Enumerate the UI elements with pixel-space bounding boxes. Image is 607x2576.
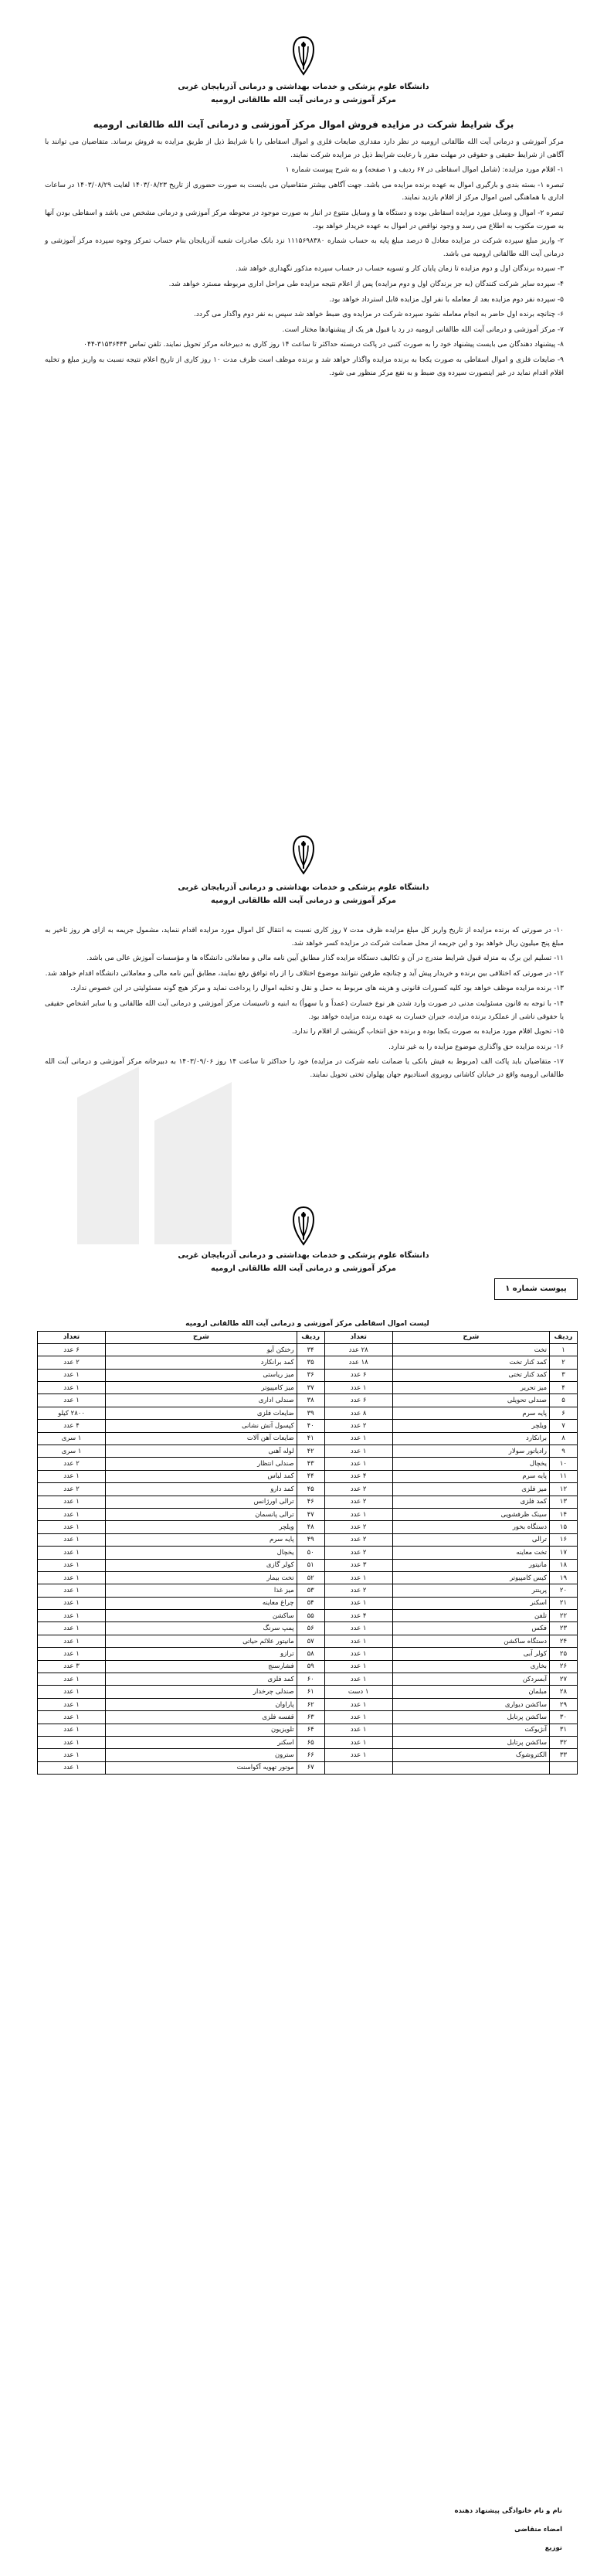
table-row	[38, 1394, 578, 1407]
condition-item: ۱۵- تحویل اقلام مورد مزایده به صورت یکجا بوده و برنده حق انتخاب گزینشی از اقلام را ندارد.	[292, 1028, 564, 1036]
row-number: ۱۴	[550, 1508, 578, 1520]
item-description: مانیتور	[392, 1559, 549, 1571]
table-row	[38, 1686, 578, 1698]
row-number: ۲	[550, 1356, 578, 1369]
table-row	[38, 1597, 578, 1609]
row-number: ۵۷	[297, 1635, 324, 1647]
item-quantity: ۲۸۰۰ کیلو	[38, 1407, 106, 1419]
condition-item: ۴- سپرده سایر شرکت کنندگان (به جز برندگان اول و دوم مزایده) پس از اعلام نتیجه مزایده طی مراحل اداری مربوطه مسترد خواهد شد.	[168, 280, 564, 288]
item-description: پرینتر	[392, 1584, 549, 1597]
university-name: دانشگاه علوم پزشکی و خدمات بهداشتی و درمانی آذربایجان غربی	[178, 883, 429, 892]
item-quantity: ۸ عدد	[324, 1407, 392, 1419]
item-description: ساکشن دیواری	[392, 1698, 549, 1710]
item-description	[392, 1761, 549, 1774]
row-number: ۴۶	[297, 1496, 324, 1508]
row-number: ۳۵	[297, 1356, 324, 1369]
item-description: ویلچر	[392, 1420, 549, 1432]
item-description: اسکنر	[106, 1737, 297, 1749]
condition-item: ۱۶- برنده مزایده حق واگذاری موضوع مزایده را به غیر ندارد.	[388, 1043, 564, 1051]
item-quantity: ۱ سری	[38, 1445, 106, 1458]
item-quantity: ۶ عدد	[324, 1394, 392, 1407]
appendix-label: پیوست شماره ۱	[494, 1278, 578, 1300]
item-quantity: ۱ عدد	[38, 1508, 106, 1520]
row-number: ۲۶	[550, 1660, 578, 1673]
item-description: ترازو	[106, 1648, 297, 1660]
item-quantity: ۱ عدد	[38, 1559, 106, 1571]
item-description: کمد کنار تختی	[392, 1369, 549, 1381]
item-quantity: ۲ عدد	[324, 1521, 392, 1533]
item-description: ترالی پانسمان	[106, 1508, 297, 1520]
row-number: ۲۹	[550, 1698, 578, 1710]
table-row	[38, 1547, 578, 1559]
item-quantity: ۱ عدد	[38, 1635, 106, 1647]
row-number: ۱۰	[550, 1458, 578, 1470]
item-quantity: ۱ عدد	[38, 1394, 106, 1407]
row-number: ۳۷	[297, 1382, 324, 1394]
row-number: ۵۳	[297, 1584, 324, 1597]
item-description: کمد لباس	[106, 1470, 297, 1482]
table-row	[38, 1521, 578, 1533]
item-quantity: ۲ عدد	[324, 1496, 392, 1508]
item-quantity: ۲ عدد	[324, 1420, 392, 1432]
item-quantity: ۲ عدد	[324, 1584, 392, 1597]
item-description: رختکن آیو	[106, 1343, 297, 1356]
item-quantity: ۱ عدد	[324, 1508, 392, 1520]
table-row	[38, 1432, 578, 1445]
item-description: پاراوان	[106, 1698, 297, 1710]
row-number: ۱۵	[550, 1521, 578, 1533]
item-quantity: ۱ عدد	[324, 1648, 392, 1660]
item-quantity: ۱ عدد	[324, 1660, 392, 1673]
item-description: ترالی	[392, 1533, 549, 1546]
item-description: کیس کامپیوتر	[392, 1571, 549, 1584]
item-description: ترالی اورژانس	[106, 1496, 297, 1508]
item-quantity: ۱ عدد	[38, 1533, 106, 1546]
table-row	[38, 1610, 578, 1622]
row-number: ۵۸	[297, 1648, 324, 1660]
item-description: میز کامپیوتر	[106, 1382, 297, 1394]
row-number: ۶۱	[297, 1686, 324, 1698]
row-number: ۵۵	[297, 1610, 324, 1622]
row-number: ۱۳	[550, 1496, 578, 1508]
table-row	[38, 1559, 578, 1571]
row-number: ۸	[550, 1432, 578, 1445]
item-description: سترون	[106, 1749, 297, 1761]
row-number: ۱	[550, 1343, 578, 1356]
university-emblem-logo	[290, 1206, 317, 1246]
row-number: ۳۳	[550, 1749, 578, 1761]
item-quantity: ۲ عدد	[324, 1547, 392, 1559]
row-number: ۲۲	[550, 1610, 578, 1622]
item-description: رادیاتور سولار	[392, 1445, 549, 1458]
item-quantity: ۱ عدد	[38, 1470, 106, 1482]
item-description: فکس	[392, 1622, 549, 1635]
item-description: ویلچر	[106, 1521, 297, 1533]
item-description: برانکارد	[392, 1432, 549, 1445]
item-quantity: ۱ عدد	[38, 1737, 106, 1749]
item-description: کمد برانکارد	[106, 1356, 297, 1369]
row-number: ۶۷	[297, 1761, 324, 1774]
row-number: ۳۹	[297, 1407, 324, 1419]
row-number: ۴۳	[297, 1458, 324, 1470]
row-number: ۴۲	[297, 1445, 324, 1458]
row-number: ۶۵	[297, 1737, 324, 1749]
table-row	[38, 1622, 578, 1635]
row-number: ۶۲	[297, 1698, 324, 1710]
row-number: ۷	[550, 1420, 578, 1432]
item-quantity: ۲ عدد	[324, 1483, 392, 1496]
item-quantity: ۱ عدد	[38, 1571, 106, 1584]
table-row	[38, 1698, 578, 1710]
item-quantity: ۳ عدد	[324, 1559, 392, 1571]
item-description: کپسول آتش نشانی	[106, 1420, 297, 1432]
item-description: میز ریاستی	[106, 1369, 297, 1381]
item-quantity: ۱ عدد	[324, 1673, 392, 1686]
row-number: ۴۱	[297, 1432, 324, 1445]
row-number: ۳۸	[297, 1394, 324, 1407]
table-row	[38, 1584, 578, 1597]
item-quantity: ۱ عدد	[38, 1521, 106, 1533]
row-number: ۴۰	[297, 1420, 324, 1432]
item-quantity: ۱ سری	[38, 1432, 106, 1445]
item-quantity: ۱ عدد	[324, 1597, 392, 1609]
col-header-qty: تعداد	[324, 1331, 392, 1343]
row-number: ۱۶	[550, 1533, 578, 1546]
row-number: ۲۳	[550, 1622, 578, 1635]
row-number: ۲۵	[550, 1648, 578, 1660]
condition-item: ۱۱- تسلیم این برگ به منزله قبول شرایط مندرج در آن و تکالیف دستگاه مزایده گذار مطابق آیین نامه مالی و معاملاتی دانشگاه ها و مؤسسات آموزش عالی می باشد.	[86, 955, 564, 963]
item-quantity: ۱۸ عدد	[324, 1356, 392, 1369]
table-row	[38, 1470, 578, 1482]
row-number: ۳۱	[550, 1724, 578, 1736]
center-name: مرکز آموزشی و درمانی آیت الله طالقانی ارومیه	[211, 96, 396, 104]
item-quantity	[324, 1761, 392, 1774]
item-description: کولر آبی	[392, 1648, 549, 1660]
item-quantity: ۳ عدد	[38, 1660, 106, 1673]
condition-item: ۹- ضایعات فلزی و اموال اسقاطی به صورت یکجا به برنده مزایده واگذار خواهد شد و برنده موظف است ظرف مدت ۱۰ روز کاری از تاریخ اعلام نتیجه نسبت به واریز مبلغ و تخلیه اقلام اقدام نماید در غیر اینصورت سپرده وی ضبط و به نفع مرکز منظور می شود.	[45, 356, 564, 377]
center-name: مرکز آموزشی و درمانی آیت الله طالقانی ارومیه	[211, 1264, 396, 1273]
row-number: ۴	[550, 1382, 578, 1394]
item-description: میز تحریر	[392, 1382, 549, 1394]
item-description: سینک ظرفشویی	[392, 1508, 549, 1520]
item-description: صندلی انتظار	[106, 1458, 297, 1470]
row-number: ۳۰	[550, 1711, 578, 1724]
item-description: کمد کنار تخت	[392, 1356, 549, 1369]
condition-item: ۳- سپرده برندگان اول و دوم مزایده تا زمان پایان کار و تسویه حساب در حساب سپرده مذکور نگهداری خواهد شد.	[236, 265, 564, 274]
table-row	[38, 1382, 578, 1394]
item-description: تخت بیمار	[106, 1571, 297, 1584]
signature-name-label: نام و نام خانوادگی پیشنهاد دهنده	[454, 2507, 562, 2515]
item-description: صندلی تحویلی	[392, 1394, 549, 1407]
item-quantity: ۱ دست	[324, 1686, 392, 1698]
item-description: مانیتور علائم حیاتی	[106, 1635, 297, 1647]
table-row	[38, 1356, 578, 1369]
col-header-row: ردیف	[550, 1331, 578, 1343]
item-quantity: ۶ عدد	[38, 1343, 106, 1356]
condition-item: ۱- اقلام مورد مزایده: (شامل اموال اسقاطی در ۶۷ ردیف و ۱ صفحه) و به شرح پیوست شماره ۱	[285, 166, 564, 175]
item-description: تلفن	[392, 1610, 549, 1622]
item-description: ضایعات آهن آلات	[106, 1432, 297, 1445]
item-quantity: ۱ عدد	[324, 1622, 392, 1635]
row-number: ۳۴	[297, 1343, 324, 1356]
table-row	[38, 1407, 578, 1419]
item-quantity: ۱ عدد	[38, 1496, 106, 1508]
row-number: ۳۲	[550, 1737, 578, 1749]
item-quantity: ۱ عدد	[38, 1597, 106, 1609]
item-description: موتور تهویه آکواسنت	[106, 1761, 297, 1774]
item-description: آبسردکن	[392, 1673, 549, 1686]
table-row	[38, 1458, 578, 1470]
condition-item: ۱۰- در صورتی که برنده مزایده از تاریخ واریز کل مبلغ مزایده ظرف مدت ۷ روز کاری نسبت به انتقال کل اموال مورد مزایده اقدام ننماید، مشمول جریمه به ازای هر روز تاخیر به مبلغ پنج میلیون ریال خواهد بود و این جریمه از محل ضمانت شرکت در مزایده کسر خواهد شد.	[45, 927, 564, 948]
table-row	[38, 1660, 578, 1673]
item-quantity: ۱ عدد	[38, 1686, 106, 1698]
item-quantity: ۱ عدد	[38, 1711, 106, 1724]
item-description: الکتروشوک	[392, 1749, 549, 1761]
row-number: ۴۸	[297, 1521, 324, 1533]
table-row	[38, 1761, 578, 1774]
row-number: ۱۱	[550, 1470, 578, 1482]
condition-item: ۵- سپرده نفر دوم مزایده بعد از معامله با نفر اول مزایده قابل استرداد خواهد بود.	[329, 295, 564, 304]
row-number: ۶۴	[297, 1724, 324, 1736]
item-description: تلویزیون	[106, 1724, 297, 1736]
item-quantity: ۴ عدد	[38, 1420, 106, 1432]
row-number: ۱۲	[550, 1483, 578, 1496]
row-number: ۲۱	[550, 1597, 578, 1609]
col-header-desc: شرح	[392, 1331, 549, 1343]
condition-item: تبصره ۱- بسته بندی و بارگیری اموال به عهده برنده مزایده می باشد. جهت آگاهی بیشتر متقاضیان می بایست به صورت حضوری از تاریخ ۱۴۰۳/۰۸/۲۳ لغایت ۱۴۰۳/۰۸/۲۹ در ساعات اداری با هماهنگی امین اموال مرکز از اقلام بازدید نمایند.	[45, 181, 564, 202]
assets-table	[37, 1317, 578, 1775]
row-number: ۴۵	[297, 1483, 324, 1496]
table-row	[38, 1724, 578, 1736]
item-description: ساکشن پرتابل	[392, 1711, 549, 1724]
item-quantity: ۱ عدد	[324, 1635, 392, 1647]
row-number: ۵۲	[297, 1571, 324, 1584]
row-number: ۹	[550, 1445, 578, 1458]
row-number: ۱۸	[550, 1559, 578, 1571]
item-description: کمد فلزی	[392, 1496, 549, 1508]
center-name: مرکز آموزشی و درمانی آیت الله طالقانی ارومیه	[211, 897, 396, 905]
item-description: مبلمان	[392, 1686, 549, 1698]
item-quantity: ۱ عدد	[324, 1737, 392, 1749]
row-number: ۵۱	[297, 1559, 324, 1571]
item-description: چراغ معاینه	[106, 1597, 297, 1609]
table-row	[38, 1749, 578, 1761]
row-number: ۳	[550, 1369, 578, 1381]
row-number: ۵۴	[297, 1597, 324, 1609]
row-number: ۲۸	[550, 1686, 578, 1698]
condition-item: ۲- واریز مبلغ سپرده شرکت در مزایده معادل ۵ درصد مبلغ پایه به حساب شماره ۱۱۱۵۶۹۸۳۸۰ نزد بانک صادرات شعبه آذربایجان بنام حساب تمرکز وجوه سپرده مرکز آموزشی و درمانی آیت الله طالقانی ارومیه می باشد.	[45, 237, 565, 258]
item-description: اسکنر	[392, 1597, 549, 1609]
item-description: دستگاه ساکشن	[392, 1635, 549, 1647]
item-quantity: ۱ عدد	[324, 1711, 392, 1724]
row-number: ۲۴	[550, 1635, 578, 1647]
item-quantity: ۲ عدد	[38, 1458, 106, 1470]
university-name: دانشگاه علوم پزشکی و خدمات بهداشتی و درمانی آذربایجان غربی	[178, 83, 429, 91]
item-description: دستگاه بخور	[392, 1521, 549, 1533]
item-quantity: ۱ عدد	[38, 1382, 106, 1394]
table-row	[38, 1483, 578, 1496]
item-quantity: ۴ عدد	[324, 1610, 392, 1622]
row-number: ۴۴	[297, 1470, 324, 1482]
item-description: ضایعات فلزی	[106, 1407, 297, 1419]
item-quantity: ۲ عدد	[324, 1533, 392, 1546]
item-quantity: ۱ عدد	[38, 1761, 106, 1774]
row-number: ۶۶	[297, 1749, 324, 1761]
row-number: ۵۶	[297, 1622, 324, 1635]
item-description: پایه سرم	[106, 1533, 297, 1546]
item-quantity: ۱ عدد	[38, 1547, 106, 1559]
university-emblem-logo	[290, 36, 317, 76]
item-description: میز فلزی	[392, 1483, 549, 1496]
row-number: ۱۷	[550, 1547, 578, 1559]
item-description: میز غذا	[106, 1584, 297, 1597]
item-quantity: ۱ عدد	[324, 1432, 392, 1445]
col-header-desc: شرح	[106, 1331, 297, 1343]
row-number: ۲۰	[550, 1584, 578, 1597]
condition-item: ۸- پیشنهاد دهندگان می بایست پیشنهاد خود را به صورت کتبی در پاکت دربسته حداکثر تا ساعت ۱۴ روز کاری به دبیرخانه مرکز تحویل نمایند. تلفن تماس ۳۱۵۳۶۴۴۴-۰۴۴	[83, 341, 564, 349]
item-quantity: ۱ عدد	[324, 1571, 392, 1584]
item-description: پایه سرم	[392, 1407, 549, 1419]
table-row	[38, 1571, 578, 1584]
condition-item: ۱۷- متقاضیان باید پاکت الف (مربوط به فیش بانکی یا ضمانت نامه شرکت در مزایده) خود را حداکثر تا ساعت ۱۴ روز ۱۴۰۳/۰۹/۰۶ به دبیرخانه مرکز آموزشی و درمانی آیت الله طالقانی ارومیه واقع در خیابان کاشانی روبروی استادیوم جهان پهلوان تختی تحویل نمایند.	[45, 1058, 564, 1079]
row-number	[550, 1761, 578, 1774]
table-row	[38, 1673, 578, 1686]
item-quantity: ۱ عدد	[38, 1749, 106, 1761]
page1-body	[45, 136, 564, 382]
item-description: یخچال	[392, 1458, 549, 1470]
page2-body	[45, 924, 564, 1084]
table-row	[38, 1635, 578, 1647]
item-quantity: ۶ عدد	[324, 1369, 392, 1381]
table-row	[38, 1420, 578, 1432]
item-description: آنژیوکت	[392, 1724, 549, 1736]
row-number: ۶۳	[297, 1711, 324, 1724]
row-number: ۵۹	[297, 1660, 324, 1673]
item-description: یخچال	[106, 1547, 297, 1559]
item-description: قفسه فلزی	[106, 1711, 297, 1724]
item-description: ساکشن پرتابل	[392, 1737, 549, 1749]
item-quantity: ۱ عدد	[38, 1584, 106, 1597]
item-quantity: ۱ عدد	[324, 1382, 392, 1394]
col-header-row: ردیف	[297, 1331, 324, 1343]
university-emblem-logo	[290, 835, 317, 875]
table-row	[38, 1369, 578, 1381]
condition-item: ۷- مرکز آموزشی و درمانی آیت الله طالقانی ارومیه در رد یا قبول هر یک از پیشنهادها مختار است.	[282, 325, 564, 334]
item-quantity: ۲۸ عدد	[324, 1343, 392, 1356]
table-row	[38, 1711, 578, 1724]
row-number: ۳۶	[297, 1369, 324, 1381]
item-quantity: ۱ عدد	[38, 1622, 106, 1635]
table-caption: لیست اموال اسقاطی مرکز آموزشی و درمانی آیت الله طالقانی ارومیه	[185, 1319, 429, 1328]
row-number: ۱۹	[550, 1571, 578, 1584]
item-description: لوله آهنی	[106, 1445, 297, 1458]
item-description: صندلی اداری	[106, 1394, 297, 1407]
item-quantity: ۱ عدد	[38, 1648, 106, 1660]
condition-item: ۱۳- برنده مزایده موظف خواهد بود کلیه کسورات قانونی و هزینه های مربوط به حمل و نقل و تخلیه اموال را پرداخت نماید و مرکز هیچ گونه مسئولیتی در این خصوص ندارد.	[70, 985, 564, 993]
item-description: پمپ سرنگ	[106, 1622, 297, 1635]
table-row	[38, 1648, 578, 1660]
item-description: صندلی چرخدار	[106, 1686, 297, 1698]
condition-item: ۱۲- در صورتی که اختلافی بین برنده و خریدار پیش آید و چنانچه طرفین نتوانند موضوع اختلاف را از راه توافق رفع نمایند، مطابق آیین نامه مالی و معاملاتی دانشگاه اقدام خواهد شد.	[45, 969, 564, 978]
item-quantity: ۲ عدد	[38, 1356, 106, 1369]
item-quantity: ۱ عدد	[38, 1673, 106, 1686]
intro-paragraph: مرکز آموزشی و درمانی آیت الله طالقانی ارومیه در نظر دارد مقداری ضایعات فلزی و اموال اسقاطی را با شرایط ذیل از طریق مزایده به فروش برساند. متقاضیان می توانند با آگاهی از شرایط حقیقی و حقوقی در مهلت مقرر با رعایت شرایط ذیل در مزایده شرکت نمایند.	[45, 138, 564, 159]
item-description: ساکشن	[106, 1610, 297, 1622]
table-row	[38, 1343, 578, 1356]
condition-item: ۱۴- با توجه به قانون مسئولیت مدنی در صورت وارد شدن هر نوع خسارت (عمداً و یا سهواً) به ابنیه و تاسیسات مرکز آموزشی و درمانی آیت الله طالقانی و یا سایر اشخاص حقیقی یا حقوقی ناشی از عملکرد برنده مزایده، جبران خسارت به عهده برنده مزایده خواهد بود.	[45, 999, 564, 1021]
item-quantity: ۱ عدد	[324, 1724, 392, 1736]
document-title: برگ شرایط شرکت در مزایده فروش اموال مرکز آموزشی و درمانی آیت الله طالقانی ارومیه	[93, 119, 514, 130]
item-quantity: ۱ عدد	[38, 1724, 106, 1736]
item-quantity: ۱ عدد	[324, 1749, 392, 1761]
item-description: تخت	[392, 1343, 549, 1356]
item-quantity: ۱ عدد	[38, 1369, 106, 1381]
item-description: کمد فلزی	[106, 1673, 297, 1686]
signature-distribution-label: توزیع	[544, 2544, 562, 2552]
table-row	[38, 1496, 578, 1508]
item-quantity: ۲ عدد	[38, 1483, 106, 1496]
signature-sign-label: امضاء متقاضی	[514, 2526, 562, 2533]
item-description: فشارسنج	[106, 1660, 297, 1673]
table-row	[38, 1445, 578, 1458]
row-number: ۵۰	[297, 1547, 324, 1559]
item-quantity: ۱ عدد	[38, 1698, 106, 1710]
university-name: دانشگاه علوم پزشکی و خدمات بهداشتی و درمانی آذربایجان غربی	[178, 1251, 429, 1260]
row-number: ۴۹	[297, 1533, 324, 1546]
item-quantity: ۴ عدد	[324, 1470, 392, 1482]
row-number: ۴۷	[297, 1508, 324, 1520]
table-row	[38, 1533, 578, 1546]
item-quantity: ۱ عدد	[324, 1458, 392, 1470]
item-description: کولر گازی	[106, 1559, 297, 1571]
item-quantity: ۱ عدد	[324, 1445, 392, 1458]
item-quantity: ۱ عدد	[324, 1698, 392, 1710]
item-description: پایه سرم	[392, 1470, 549, 1482]
row-number: ۶۰	[297, 1673, 324, 1686]
table-row	[38, 1737, 578, 1749]
item-description: کمد دارو	[106, 1483, 297, 1496]
item-description: تخت معاینه	[392, 1547, 549, 1559]
row-number: ۶	[550, 1407, 578, 1419]
condition-item: ۶- چنانچه برنده اول حاضر به انجام معامله نشود سپرده شرکت در مزایده وی ضبط خواهد شد سپس به نفر دوم واگذار می گردد.	[193, 311, 564, 319]
item-description: بخاری	[392, 1660, 549, 1673]
table-row	[38, 1508, 578, 1520]
col-header-qty: تعداد	[38, 1331, 106, 1343]
row-number: ۵	[550, 1394, 578, 1407]
item-quantity: ۱ عدد	[38, 1610, 106, 1622]
condition-item: تبصره ۲- اموال و وسایل مورد مزایده اسقاطی بوده و دستگاه ها و وسایل متنوع در انبار به صورت موجود در محوطه مرکز آموزشی و درمانی مشخص می باشد و اسقاطی بودن آنها به صورت مکتوب به اطلاع می رسد و وجود نواقص در اموال به عهده خریدار خواهد بود.	[45, 209, 564, 230]
row-number: ۲۷	[550, 1673, 578, 1686]
